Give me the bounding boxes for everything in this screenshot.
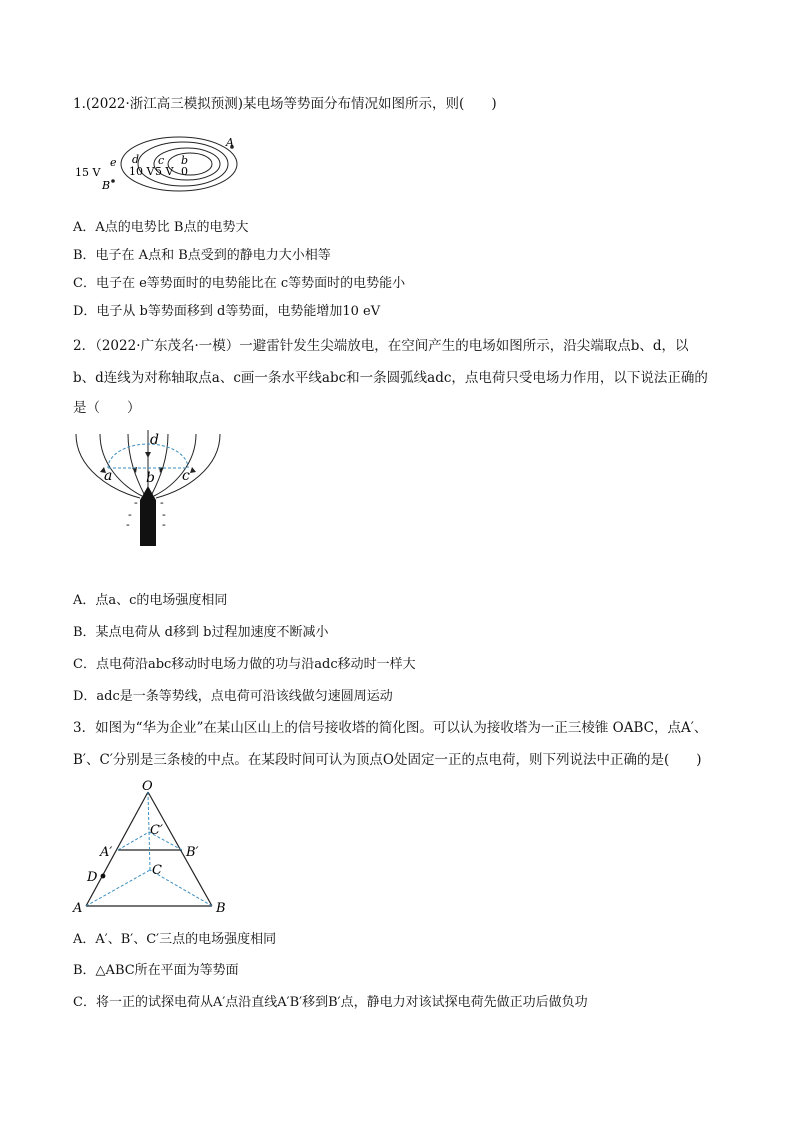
- label-15v: 15 V: [75, 166, 101, 179]
- label-D: D: [87, 870, 98, 885]
- label-0: 0: [181, 165, 188, 178]
- segment-A'C': [118, 832, 149, 850]
- q3-option-b: B．△ABC所在平面为等势面: [73, 963, 239, 978]
- point-D: [101, 874, 106, 879]
- charge-minus: -: [134, 496, 138, 509]
- label-A: A: [226, 136, 234, 149]
- q2-option-b: B．某点电荷从 d移到 b过程加速度不断减小: [73, 625, 329, 640]
- q1-equipotential-figure: [73, 133, 248, 195]
- label-c: c: [182, 468, 190, 484]
- arrow-head: [190, 467, 196, 473]
- arrow-head: [145, 452, 151, 458]
- q3-stem-line2: B′、C′分别是三条棱的中点。在某段时间可认为顶点O处固定一正的点电荷，则下列说法中正确的是( ): [73, 752, 702, 768]
- field-line: [100, 434, 142, 496]
- label-A-prime: A′: [100, 845, 113, 860]
- label-b: b: [181, 154, 189, 167]
- q2-stem-line2: b、d连线为对称轴取点a、c画一条水平线abc和一条圆弧线adc，点电荷只受电场力作用，以下说法正确的: [73, 370, 708, 386]
- label-b: b: [146, 470, 155, 486]
- charge-minus: -: [160, 496, 164, 509]
- label-a: a: [104, 468, 113, 484]
- label-c: c: [158, 154, 165, 167]
- label-A: A: [73, 901, 83, 916]
- q2-option-a: A．点a、c的电场强度相同: [73, 593, 228, 608]
- label-B-prime: B′: [186, 845, 199, 860]
- q1-option-d: D．电子从 b等势面移到 d等势面，电势能增加10 eV: [73, 304, 381, 319]
- q1-option-a: A．A点的电势比 B点的电势大: [73, 220, 249, 235]
- point-B: [111, 179, 115, 183]
- q3-stem-line1: 3．如图为“华为企业”在某山区山上的信号接收塔的简化图。可以认为接收塔为一正三棱锥 OABC，点A′、: [73, 720, 708, 736]
- q2-stem-line3: 是（ ）: [73, 400, 141, 416]
- q3-option-c: C．将一正的试探电荷从A′点沿直线A′B′移到B′点，静电力对该试探电荷先做正功后做负功: [73, 995, 588, 1010]
- label-B: B: [102, 179, 111, 192]
- label-d: d: [150, 432, 159, 448]
- charge-minus: -: [126, 518, 130, 531]
- q1-option-c: C．电子在 e等势面时的电势能比在 c等势面时的电势能小: [73, 276, 406, 291]
- label-d: d: [132, 153, 140, 166]
- q1-option-b: B．电子在 A点和 B点受到的静电力大小相等: [73, 248, 331, 263]
- q2-option-c: C．点电荷沿abc移动时电场力做的功与沿adc移动时一样大: [73, 657, 416, 672]
- field-line: [128, 434, 144, 494]
- field-line: [154, 434, 196, 496]
- q2-stem-line1: 2．（2022·广东茂名·一模）一避雷针发生尖端放电，在空间产生的电场如图所示，沿尖端取点b、d，以: [73, 338, 689, 354]
- label-O: O: [142, 780, 153, 794]
- equipotential-b: [168, 153, 212, 175]
- label-10v: 10 V: [129, 165, 155, 178]
- q1-stem: 1.(2022·浙江高三模拟预测)某电场等势面分布情况如图所示，则( ): [73, 96, 497, 112]
- label-5v: 5 V: [155, 165, 174, 178]
- charge-minus: -: [128, 508, 132, 521]
- charge-minus: -: [162, 508, 166, 521]
- label-C: C: [152, 863, 162, 878]
- q3-option-a: A．A′、B′、C′三点的电场强度相同: [73, 932, 277, 947]
- charge-minus: -: [162, 518, 166, 531]
- q3-pyramid-figure: [70, 780, 240, 916]
- label-B: B: [216, 901, 226, 916]
- label-e: e: [110, 156, 117, 169]
- label-C-prime: C′: [150, 823, 163, 838]
- q2-option-d: D．adc是一条等势线，点电荷可沿该线做匀速圆周运动: [73, 689, 393, 704]
- q2-lightning-rod-figure: [70, 428, 230, 550]
- lightning-rod: [140, 486, 156, 546]
